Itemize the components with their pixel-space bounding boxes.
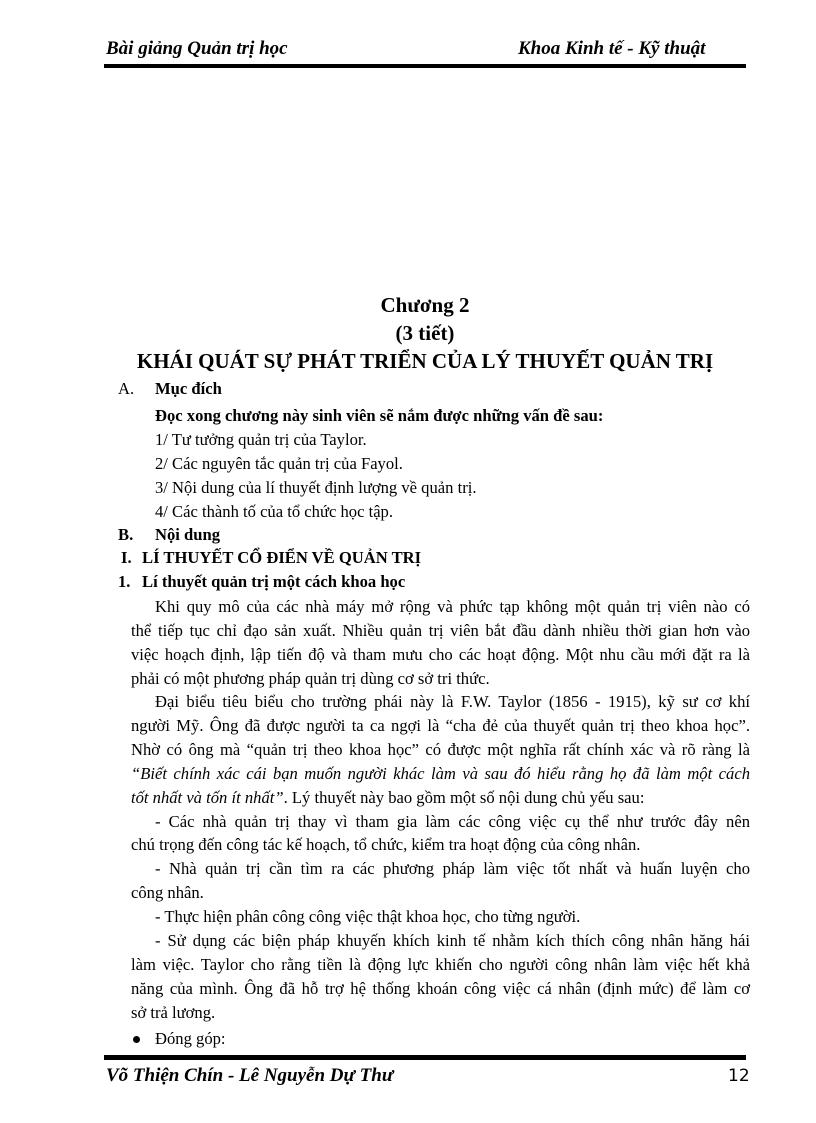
dash-item-continued: sở trả lương. bbox=[131, 1003, 216, 1022]
dash-item: - Nhà quản trị cần tìm ra các phương pháp làm việc tốt nhất và huấn luyện cho bbox=[155, 859, 750, 878]
dash-item-continued: công nhân. bbox=[131, 883, 204, 902]
section-a-intro: Đọc xong chương này sinh viên sẽ nắm được những vấn đề sau: bbox=[155, 406, 604, 425]
bullet-icon bbox=[133, 1036, 140, 1043]
chapter-title: Chương 2 bbox=[380, 293, 470, 317]
paragraph-line: Đại biểu tiêu biểu cho trường phái này là F.W. Taylor (1856 - 1915), kỹ sư cơ khí bbox=[155, 692, 750, 711]
chapter-heading: KHÁI QUÁT SỰ PHÁT TRIỂN CỦA LÝ THUYẾT QUẢN TRỊ bbox=[136, 349, 714, 373]
section-1-title: Lí thuyết quản trị một cách khoa học bbox=[142, 572, 406, 591]
header-faculty: Khoa Kinh tế - Kỹ thuật bbox=[518, 38, 706, 59]
footer-authors: Võ Thiện Chín - Lê Nguyễn Dự Thư bbox=[106, 1065, 394, 1086]
section-b-title: Nội dung bbox=[155, 525, 221, 544]
dash-item-continued: chú trọng đến công tác kế hoạch, tổ chức, kiểm tra hoạt động của công nhân. bbox=[131, 835, 641, 854]
page-number: 12 bbox=[728, 1066, 750, 1086]
objective-item: 4/ Các thành tố của tổ chức học tập. bbox=[155, 502, 394, 521]
paragraph-line: người Mỹ. Ông đã được người ta ca ngợi là “cha đẻ của thuyết quản trị theo khoa học”. bbox=[131, 716, 750, 735]
paragraph-line: Khi quy mô của các nhà máy mở rộng và phức tạp không một quản trị viên nào có bbox=[155, 597, 750, 616]
dash-item-continued: làm việc. Taylor cho rằng tiền là động lực khiến cho người công nhân làm việc hết khả bbox=[131, 955, 750, 974]
objective-item: 2/ Các nguyên tắc quản trị của Fayol. bbox=[155, 454, 403, 473]
taylor-definition-quote-end: tốt nhất và tốn ít nhất” bbox=[131, 788, 284, 807]
paragraph-line-rest: . Lý thuyết này bao gồm một số nội dung chủ yếu sau: bbox=[283, 788, 645, 807]
dash-item: - Thực hiện phân công công việc thật khoa học, cho từng người. bbox=[155, 907, 581, 926]
paragraph-line: việc hoạch định, lập tiến độ và tham mưu cho các hoạt động. Một nhu cầu mới đặt ra là bbox=[131, 645, 750, 664]
section-b-marker: B. bbox=[118, 525, 134, 544]
footer-rule bbox=[104, 1055, 746, 1060]
paragraph-line: Nhờ có ông mà “quản trị theo khoa học” có được một nghĩa rất chính xác và rõ ràng là bbox=[131, 740, 750, 759]
section-i-title: LÍ THUYẾT CỔ ĐIỂN VỀ QUẢN TRỊ bbox=[142, 548, 422, 567]
header-rule bbox=[104, 64, 746, 68]
section-a-title: Mục đích bbox=[155, 379, 222, 398]
dash-item-continued: năng của mình. Ông đã hỗ trợ hệ thống khoán công việc cá nhân (định mức) để làm cơ bbox=[131, 979, 750, 998]
dash-item: - Các nhà quản trị thay vì tham gia làm các công việc cụ thể như trước đây nên bbox=[155, 812, 750, 831]
dash-item: - Sử dụng các biện pháp khuyến khích kinh tế nhằm kích thích công nhân hăng hái bbox=[155, 931, 750, 950]
objective-item: 3/ Nội dung của lí thuyết định lượng về quản trị. bbox=[155, 478, 477, 497]
section-a-marker: A. bbox=[118, 379, 135, 398]
paragraph-line: phải có một phương pháp quản trị dùng cơ sở tri thức. bbox=[131, 669, 490, 688]
chapter-periods: (3 tiết) bbox=[395, 321, 455, 345]
section-1-marker: 1. bbox=[118, 572, 131, 591]
taylor-definition-quote: “Biết chính xác cái bạn muốn người khác làm và sau đó hiểu rằng họ đã làm một cách bbox=[131, 764, 750, 783]
section-i-marker: I. bbox=[121, 548, 132, 567]
header-course-title: Bài giảng Quản trị học bbox=[106, 38, 288, 59]
paragraph-line: thể tiếp tục chỉ đạo sản xuất. Nhiều quản trị viên bắt đầu dành nhiều thời gian hơn vào bbox=[131, 621, 750, 640]
paragraph-line bbox=[131, 786, 644, 810]
bullet-item: Đóng góp: bbox=[155, 1029, 226, 1048]
objective-item: 1/ Tư tưởng quản trị của Taylor. bbox=[155, 430, 367, 449]
